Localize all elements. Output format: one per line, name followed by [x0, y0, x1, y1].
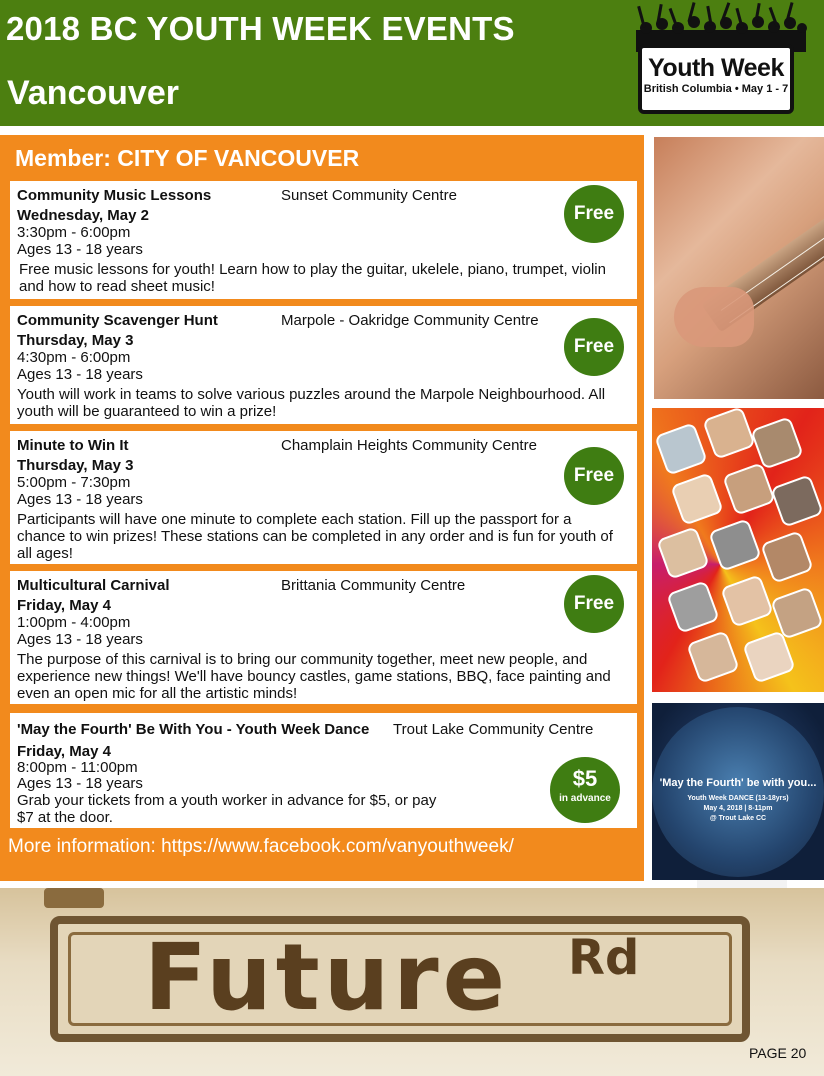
page-number: PAGE 20 — [749, 1045, 807, 1061]
event-description: Grab your tickets from a youth worker in advance for $5, or pay $7 at the door. — [17, 792, 437, 826]
event-venue: Trout Lake Community Centre — [393, 721, 594, 738]
event-time: 1:00pm - 4:00pm — [17, 614, 131, 631]
member-heading: Member: CITY OF VANCOUVER — [15, 145, 360, 171]
event-venue: Champlain Heights Community Centre — [281, 437, 537, 454]
event-name: Multicultural Carnival — [17, 577, 170, 594]
event-description: The purpose of this carnival is to bring our community together, meet new people, and experience new things! We'll have bouncy castles, game stations, BBQ, face painting and even an open mic for all the artistic minds! — [17, 651, 611, 702]
poster-line: @ Trout Lake CC — [709, 815, 767, 822]
price-label: $5 — [572, 766, 598, 791]
price-badge — [564, 185, 624, 243]
face-tile — [742, 630, 796, 684]
price-badge — [564, 575, 624, 633]
event-day: Friday, May 4 — [17, 743, 111, 760]
event-name: Minute to Win It — [17, 437, 129, 454]
poster-line: May 4, 2018 | 8-11pm — [703, 805, 773, 812]
dance-poster-circle — [652, 707, 824, 877]
event-description: Free music lessons for youth! Learn how to play the guitar, ukelele, piano, trumpet, violin and how to read sheet music! — [19, 261, 606, 295]
event-name: Community Music Lessons — [17, 187, 212, 204]
event-card — [10, 571, 637, 704]
future-road-sign-photo — [0, 888, 824, 1076]
face-tile — [750, 416, 804, 470]
face-tile — [770, 474, 824, 528]
face-tile — [670, 472, 724, 526]
poster-line: Youth Week DANCE (13-18yrs) — [687, 795, 789, 802]
event-ages: Ages 13 - 18 years — [17, 366, 143, 383]
event-ages: Ages 13 - 18 years — [17, 491, 143, 508]
event-name: Community Scavenger Hunt — [17, 312, 218, 329]
price-label: Free — [573, 203, 615, 224]
price-badge — [550, 757, 620, 823]
logo-title: Youth Week — [648, 54, 784, 82]
event-day: Thursday, May 3 — [17, 457, 134, 474]
event-venue: Marpole - Oakridge Community Centre — [281, 312, 539, 329]
event-time: 3:30pm - 6:00pm — [17, 224, 131, 241]
event-card — [10, 713, 637, 828]
event-description: Participants will have one minute to complete each station. Fill up the passport for a chance to win prizes! These stations can be completed in any order and is fun for youth of all ages! — [17, 511, 613, 562]
page-header — [0, 0, 824, 126]
event-name: 'May the Fourth' Be With You - Youth Week Dance — [17, 721, 370, 738]
event-ages: Ages 13 - 18 years — [17, 775, 143, 792]
face-tile — [708, 518, 762, 572]
event-card — [10, 306, 637, 424]
page-title: 2018 BC YOUTH WEEK EVENTS — [6, 10, 515, 47]
face-tile — [686, 630, 740, 684]
price-label: Free — [573, 593, 615, 614]
price-note: in advance — [559, 793, 611, 804]
event-day: Thursday, May 3 — [17, 332, 134, 349]
price-label: Free — [573, 465, 615, 486]
more-information-link[interactable]: More information: https://www.facebook.com/vanyouthweek/ — [8, 836, 514, 857]
face-tile — [760, 530, 814, 584]
logo-box — [638, 44, 794, 114]
faces-collage-photo — [652, 408, 824, 692]
event-time: 4:30pm - 6:00pm — [17, 349, 131, 366]
event-ages: Ages 13 - 18 years — [17, 631, 143, 648]
event-card — [10, 431, 637, 564]
events-panel — [0, 135, 644, 881]
poster-title: 'May the Fourth' be with you... — [659, 777, 817, 789]
logo-subtitle: British Columbia • May 1 - 7 — [643, 83, 789, 95]
sign-superscript: Rd — [568, 930, 640, 986]
face-tile — [656, 526, 710, 580]
price-label: Free — [573, 336, 615, 357]
face-tile — [654, 422, 708, 476]
event-time: 8:00pm - 11:00pm — [17, 759, 138, 776]
face-tile — [720, 574, 774, 628]
sign-post — [44, 888, 104, 908]
event-description: Youth will work in teams to solve various puzzles around the Marpole Neighbourhood. All youth will be guaranteed to win a prize! — [17, 386, 606, 420]
sign-text: Future — [144, 924, 510, 1031]
event-venue: Sunset Community Centre — [281, 187, 457, 204]
hand-shape — [674, 287, 754, 347]
face-tile — [666, 580, 720, 634]
event-ages: Ages 13 - 18 years — [17, 241, 143, 258]
guitar-photo — [654, 137, 824, 399]
face-tile — [722, 462, 776, 516]
event-day: Wednesday, May 2 — [17, 207, 149, 224]
youth-week-logo — [632, 2, 810, 124]
dance-poster-photo — [652, 703, 824, 880]
price-badge — [564, 447, 624, 505]
face-tile — [702, 408, 756, 460]
price-badge — [564, 318, 624, 376]
event-venue: Brittania Community Centre — [281, 577, 466, 594]
event-day: Friday, May 4 — [17, 597, 111, 614]
city-heading: Vancouver — [7, 74, 179, 112]
event-time: 5:00pm - 7:30pm — [17, 474, 131, 491]
event-card — [10, 181, 637, 299]
street-sign — [50, 916, 750, 1042]
